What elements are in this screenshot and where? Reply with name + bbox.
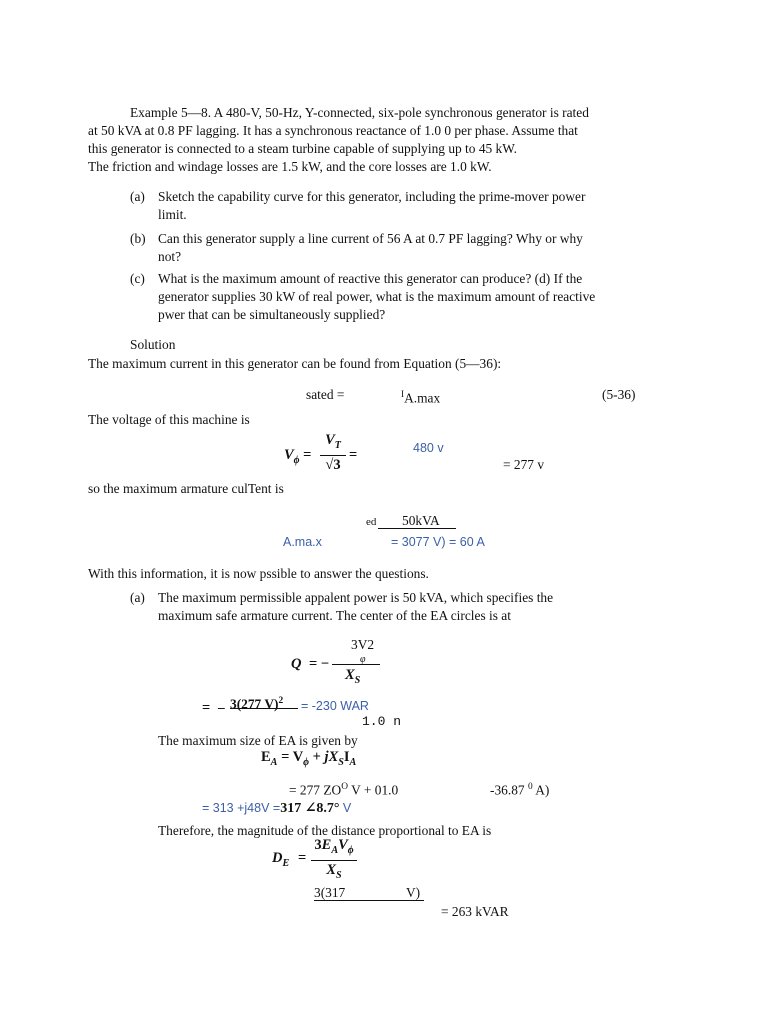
fraction-bar xyxy=(332,664,380,665)
answer-intro: With this information, it is now pssible to answer the questions. xyxy=(88,566,429,581)
de-calc-num-a: 3(317 xyxy=(314,885,346,900)
q-calc-denominator: 1.0 n xyxy=(362,714,402,729)
ea-calc1-angle-sup: 0 xyxy=(527,782,533,792)
current-intro: so the maximum armature culTent is xyxy=(88,481,284,496)
ea-calc2-bold: 317 ∠8.7° xyxy=(280,801,340,816)
vphi-value: 480 v xyxy=(413,441,444,455)
imax-prefix: ed xyxy=(366,516,377,528)
ea-calc1-end: A) xyxy=(535,782,550,798)
de-result: = 263 kVAR xyxy=(441,904,509,919)
fraction-bar xyxy=(314,900,424,901)
problem-line: at 50 kVA at 0.8 PF lagging. It has a synchronous reactance of 1.0 0 per phase. Assume that xyxy=(88,123,578,138)
vphi-result: = 277 v xyxy=(503,457,545,472)
q-equals: = − xyxy=(309,656,330,672)
question-text: not? xyxy=(158,249,182,264)
ea-calc-line2 xyxy=(202,799,351,818)
voltage-intro: The voltage of this machine is xyxy=(88,412,250,427)
equation-mid-text: A.max xyxy=(404,390,441,406)
ea-calc-line1 xyxy=(289,778,398,799)
vphi-equals: = xyxy=(349,447,358,463)
question-text: Sketch the capability curve for this generator, including the prime-mover power xyxy=(158,189,586,204)
question-label: (a) xyxy=(130,189,145,204)
question-text: limit. xyxy=(158,207,187,222)
q-calc-num-sup: 2 xyxy=(278,696,284,706)
ea-calc-angle xyxy=(490,778,549,799)
problem-line: this generator is connected to a steam turbine capable of supplying up to 45 kW. xyxy=(88,141,518,156)
answer-label: (a) xyxy=(130,590,145,605)
question-label: (b) xyxy=(130,231,146,246)
ea-calc1-sup: O xyxy=(341,782,348,792)
q-calc-equals: = xyxy=(202,700,211,716)
fraction-bar xyxy=(230,708,298,709)
question-text: generator supplies 30 kW of real power, what is the maximum amount of reactive xyxy=(158,289,596,304)
answer-text: maximum safe armature current. The center of the EA circles is at xyxy=(158,608,511,623)
de-calc-num-b: V) xyxy=(406,885,421,900)
imax-label: A.ma.x xyxy=(283,535,322,549)
ea-calc1-text: = 277 ZO xyxy=(289,782,342,798)
q-calc-minus: _ xyxy=(218,695,225,710)
equation-mid xyxy=(401,386,440,407)
ea-equation: $E_A = V_\phi + jX_SI_A$ xyxy=(261,749,357,768)
ea-calc1-angle: -36.87 xyxy=(490,782,525,798)
equation-mid-sup: I xyxy=(401,390,405,400)
solution-heading: Solution xyxy=(130,337,176,352)
de-intro: Therefore, the magnitude of the distance proportional to EA is xyxy=(158,823,492,838)
q-calc-numerator xyxy=(230,692,283,713)
problem-line: Example 5—8. A 480-V, 50-Hz, Y-connected, six-pole synchronous generator is rated xyxy=(130,105,589,120)
q-symbol: Q xyxy=(291,656,302,672)
problem-statement xyxy=(88,104,686,176)
imax-result: = 3077 V) = 60 A xyxy=(391,535,485,549)
ea-calc2-blue: = 313 +j48V = xyxy=(202,801,281,815)
q-numerator: 3V2 xyxy=(351,637,375,652)
q-calc-result: = -230 WAR xyxy=(301,699,369,713)
ea-calc2-unit: V xyxy=(342,801,352,815)
vphi-fraction: $\frac{V_T}{√3}$ xyxy=(320,432,346,473)
equation-number: (5-36) xyxy=(602,387,636,402)
question-text: What is the maximum amount of reactive this generator can produce? (d) If the xyxy=(158,271,583,286)
q-numerator-sub: φ xyxy=(360,654,366,665)
q-denominator: $X_S$ xyxy=(345,667,361,686)
ea-calc1-rest: V + 01.0 xyxy=(351,782,399,798)
question-label: (c) xyxy=(130,271,145,286)
question-text: Can this generator supply a line current of 56 A at 0.7 PF lagging? Why or why xyxy=(158,231,583,246)
de-fraction: $3E_AV_\phi$ $X_S$ xyxy=(311,837,357,884)
question-text: pwer that can be simultaneously supplied? xyxy=(158,307,386,322)
answer-text: The maximum permissible appalent power is 50 kVA, which specifies the xyxy=(158,590,554,605)
de-symbol: $D_E$ xyxy=(272,850,290,869)
imax-numerator: 50kVA xyxy=(402,513,440,528)
solution-intro: The maximum current in this generator can be found from Equation (5—36): xyxy=(88,356,502,371)
problem-line: The friction and windage losses are 1.5 kW, and the core losses are 1.0 kW. xyxy=(88,159,492,174)
q-calc-num-text: 3(277 V) xyxy=(230,696,279,712)
de-equals: = xyxy=(298,850,307,866)
equation-left: sated = xyxy=(306,387,345,402)
vphi-symbol: $V_\phi$ = xyxy=(284,447,312,466)
ea-intro: The maximum size of EA is given by xyxy=(158,733,358,748)
